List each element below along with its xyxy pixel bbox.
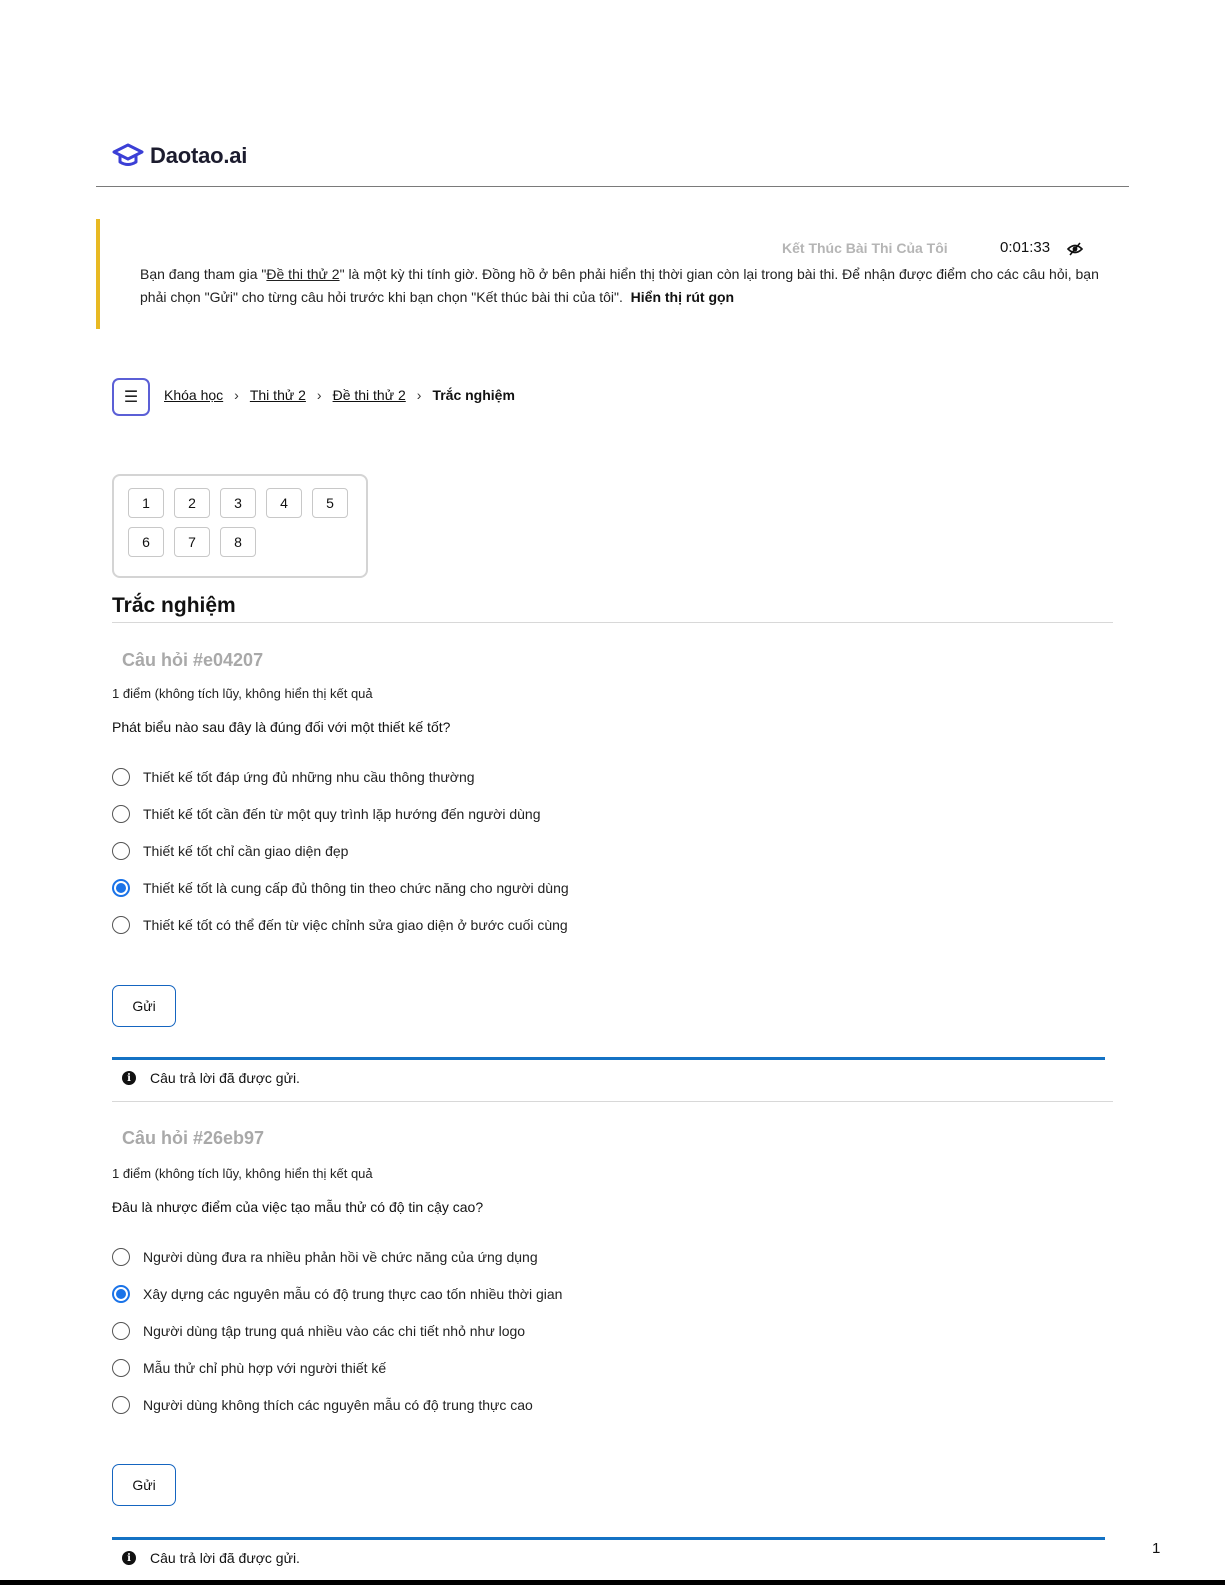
answer-option-selected[interactable] bbox=[112, 1285, 562, 1303]
radio-button[interactable] bbox=[112, 1396, 130, 1414]
radio-button[interactable] bbox=[112, 805, 130, 823]
breadcrumb bbox=[164, 387, 515, 403]
option-label: Thiết kế tốt chỉ cần giao diện đẹp bbox=[143, 843, 349, 859]
option-label: Thiết kế tốt đáp ứng đủ những nhu cầu thông thường bbox=[143, 769, 475, 785]
question-nav-button[interactable]: 6 bbox=[128, 527, 164, 557]
question-nav-button[interactable]: 3 bbox=[220, 488, 256, 518]
question-nav-button[interactable]: 7 bbox=[174, 527, 210, 557]
radio-button[interactable] bbox=[112, 916, 130, 934]
banner-text-part2: " là một kỳ thi tính giờ. Đồng hồ ở bên phải hiển thị thời gian còn lại trong bài thi. Để nhận được điểm cho các câu hỏi, bạn phải chọn "Gửi" cho từng câu hỏi trước khi bạn chọn "Kết thúc bài thi của tôi". bbox=[140, 266, 1099, 305]
info-icon: i bbox=[122, 1071, 136, 1085]
breadcrumb-current: Trắc nghiệm bbox=[432, 387, 515, 403]
section-divider bbox=[112, 622, 1113, 623]
radio-button[interactable] bbox=[112, 1248, 130, 1266]
question-text: Đâu là nhược điểm của việc tạo mẫu thử có độ tin cậy cao? bbox=[112, 1199, 484, 1215]
submit-button[interactable]: Gửi bbox=[112, 985, 176, 1027]
radio-button[interactable] bbox=[112, 768, 130, 786]
notice-text: Câu trả lời đã được gửi. bbox=[150, 1070, 300, 1086]
answer-option-selected[interactable] bbox=[112, 879, 569, 897]
question-navigator bbox=[112, 474, 368, 578]
question-nav-button[interactable]: 1 bbox=[128, 488, 164, 518]
bottom-edge bbox=[0, 1580, 1225, 1585]
radio-button[interactable] bbox=[112, 1322, 130, 1340]
hamburger-icon: ☰ bbox=[123, 389, 139, 406]
option-label: Xây dựng các nguyên mẫu có độ trung thực cao tốn nhiều thời gian bbox=[143, 1286, 563, 1302]
radio-button-checked[interactable] bbox=[112, 879, 130, 897]
banner-message bbox=[140, 263, 1100, 309]
radio-button[interactable] bbox=[112, 1359, 130, 1377]
answer-option[interactable] bbox=[112, 1248, 538, 1266]
question-nav-button[interactable]: 5 bbox=[312, 488, 348, 518]
option-label: Người dùng đưa ra nhiều phản hồi về chức năng của ứng dụng bbox=[143, 1249, 538, 1265]
answer-option[interactable] bbox=[112, 768, 475, 786]
question-points: 1 điểm (không tích lũy, không hiển thị kết quả bbox=[112, 1166, 373, 1181]
breadcrumb-subsection[interactable]: Đề thi thử 2 bbox=[332, 387, 406, 403]
banner-text-part1: Bạn đang tham gia " bbox=[140, 266, 267, 282]
option-label: Mẫu thử chỉ phù hợp với người thiết kế bbox=[143, 1360, 387, 1376]
collapse-toggle[interactable]: Hiển thị rút gọn bbox=[630, 289, 735, 305]
radio-button-checked[interactable] bbox=[112, 1285, 130, 1303]
question-points: 1 điểm (không tích lũy, không hiển thị kết quả bbox=[112, 686, 373, 701]
option-label: Thiết kế tốt có thể đến từ việc chỉnh sửa giao diện ở bước cuối cùng bbox=[143, 917, 568, 933]
submission-notice bbox=[112, 1537, 1105, 1566]
answer-option[interactable] bbox=[112, 916, 568, 934]
chevron-right-icon: › bbox=[416, 387, 422, 403]
page-number: 1 bbox=[1152, 1540, 1161, 1557]
hide-timer-icon[interactable] bbox=[1067, 242, 1083, 256]
exam-link[interactable]: Đề thi thử 2 bbox=[266, 266, 340, 282]
question-divider bbox=[112, 1101, 1113, 1102]
option-label: Thiết kế tốt là cung cấp đủ thông tin theo chức năng cho người dùng bbox=[143, 880, 569, 896]
header-divider bbox=[96, 186, 1129, 187]
answer-option[interactable] bbox=[112, 805, 541, 823]
answer-option[interactable] bbox=[112, 1359, 386, 1377]
notice-text: Câu trả lời đã được gửi. bbox=[150, 1550, 300, 1566]
submission-notice bbox=[112, 1057, 1105, 1086]
question-id: Câu hỏi #e04207 bbox=[122, 650, 264, 670]
question-text: Phát biểu nào sau đây là đúng đối với một thiết kế tốt? bbox=[112, 719, 451, 735]
answer-option[interactable] bbox=[112, 842, 348, 860]
breadcrumb-section[interactable]: Thi thử 2 bbox=[249, 387, 306, 403]
brand-logo[interactable] bbox=[112, 142, 247, 170]
option-label: Người dùng không thích các nguyên mẫu có độ trung thực cao bbox=[143, 1397, 533, 1413]
question-nav-button[interactable]: 2 bbox=[174, 488, 210, 518]
question-id: Câu hỏi #26eb97 bbox=[122, 1128, 265, 1148]
answer-option[interactable] bbox=[112, 1396, 533, 1414]
breadcrumb-course[interactable]: Khóa học bbox=[164, 387, 224, 403]
option-label: Thiết kế tốt cần đến từ một quy trình lặp hướng đến người dùng bbox=[143, 806, 541, 822]
radio-button[interactable] bbox=[112, 842, 130, 860]
chevron-right-icon: › bbox=[316, 387, 322, 403]
section-title: Trắc nghiệm bbox=[112, 594, 236, 617]
option-label: Người dùng tập trung quá nhiều vào các chi tiết nhỏ như logo bbox=[143, 1323, 526, 1339]
chevron-right-icon: › bbox=[234, 387, 239, 403]
submit-button[interactable]: Gửi bbox=[112, 1464, 176, 1506]
info-icon: i bbox=[122, 1551, 136, 1565]
logo-text: Daotao.ai bbox=[150, 143, 248, 168]
answer-option[interactable] bbox=[112, 1322, 525, 1340]
graduation-cap-icon bbox=[112, 142, 144, 170]
exam-timer: 0:01:33 bbox=[1000, 239, 1051, 256]
course-menu-button[interactable] bbox=[112, 378, 150, 416]
question-nav-button[interactable]: 4 bbox=[266, 488, 302, 518]
question-nav-button[interactable]: 8 bbox=[220, 527, 256, 557]
end-exam-button[interactable]: Kết Thúc Bài Thi Của Tôi bbox=[782, 240, 948, 256]
